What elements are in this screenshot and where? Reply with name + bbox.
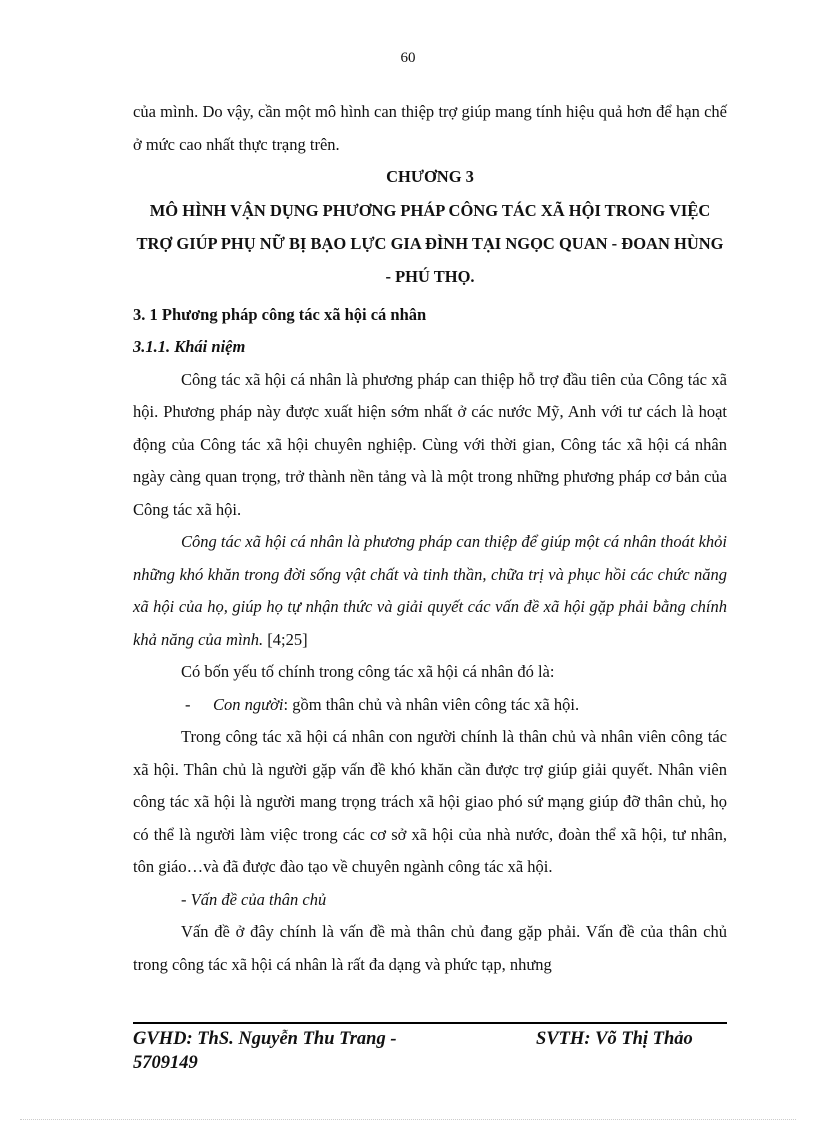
bullet-dash: - [185, 694, 191, 714]
document-body [133, 96, 727, 981]
paragraph-definition-intro: Công tác xã hội cá nhân là phương pháp can thiệp hỗ trợ đầu tiên của Công tác xã hội. Phương pháp này được xuất hiện sớm nhất ở các nước Mỹ, Anh với tư cách là hoạt động của Công tác xã hội chuyên nghiệp. Cùng với thời gian, Công tác xã hội cá nhân ngày càng quan trọng, trở thành nền tảng và là một trong những phương pháp cơ bản của Công tác xã hội. [133, 369, 727, 519]
quote-paragraph [133, 526, 727, 656]
quote-text: Công tác xã hội cá nhân là phương pháp can thiệp để giúp một cá nhân thoát khỏi những khó khăn trong đời sống vật chất và tinh thần, chữa trị và phục hồi các chức năng xã hội của họ, giúp họ tự nhận thức và giải quyết các vấn đề xã hội gặp phải bằng chính khả năng của mình. [133, 532, 727, 649]
bullet-text [213, 689, 579, 722]
footer-student: SVTH: Võ Thị Thảo [536, 1029, 693, 1049]
bullet-description: : gồm thân chủ và nhân viên công tác xã hội. [283, 694, 580, 714]
bullet-label: Con người [213, 694, 284, 714]
paragraph-continuation: của mình. Do vậy, cần một mô hình can thiệp trợ giúp mang tính hiệu quả hơn để hạn chế ở mức cao nhất thực trạng trên. [133, 102, 727, 154]
page-bottom-divider [20, 1119, 796, 1120]
quote-citation: [4;25] [263, 629, 308, 649]
chapter-label: CHƯƠNG 3 [386, 167, 474, 186]
paragraph-four-elements: Có bốn yếu tố chính trong công tác xã hội cá nhân đó là: [181, 662, 555, 681]
chapter-title: MÔ HÌNH VẬN DỤNG PHƯƠNG PHÁP CÔNG TÁC XÃ HỘI TRONG VIỆC TRỢ GIÚP PHỤ NỮ BỊ BẠO LỰC GIA ĐÌNH TẠI NGỌC QUAN - ĐOAN HÙNG - PHÚ THỌ. [136, 200, 724, 286]
footer-rule [133, 1022, 727, 1024]
list-item-van-de: - Vấn đề của thân chủ [181, 889, 327, 909]
footer-instructor: GVHD: ThS. Nguyễn Thu Trang - 5709149 [133, 1029, 397, 1073]
paragraph-con-nguoi: Trong công tác xã hội cá nhân con người chính là thân chủ và nhân viên công tác xã hội. Thân chủ là người gặp vấn đề khó khăn cần được trợ giúp giải quyết. Nhân viên công tác xã hội là người mang trọng trách xã hội giao phó sứ mạng giúp đỡ thân chủ, họ có thể là người làm việc trong các cơ sở xã hội của nhà nước, đoàn thể xã hội, tư nhân, tôn giáo…và đã được đào tạo về chuyên ngành công tác xã hội. [133, 727, 727, 876]
paragraph-van-de: Vấn đề ở đây chính là vấn đề mà thân chủ đang gặp phải. Vấn đề của thân chủ trong công tác xã hội cá nhân là rất đa dạng và phức tạp, nhưng [133, 922, 727, 974]
section-heading: 3. 1 Phương pháp công tác xã hội cá nhân [133, 304, 427, 324]
subsection-heading: 3.1.1. Khái niệm [133, 337, 246, 356]
bullet-item-con-nguoi [133, 689, 727, 722]
page-number: 60 [400, 50, 416, 66]
